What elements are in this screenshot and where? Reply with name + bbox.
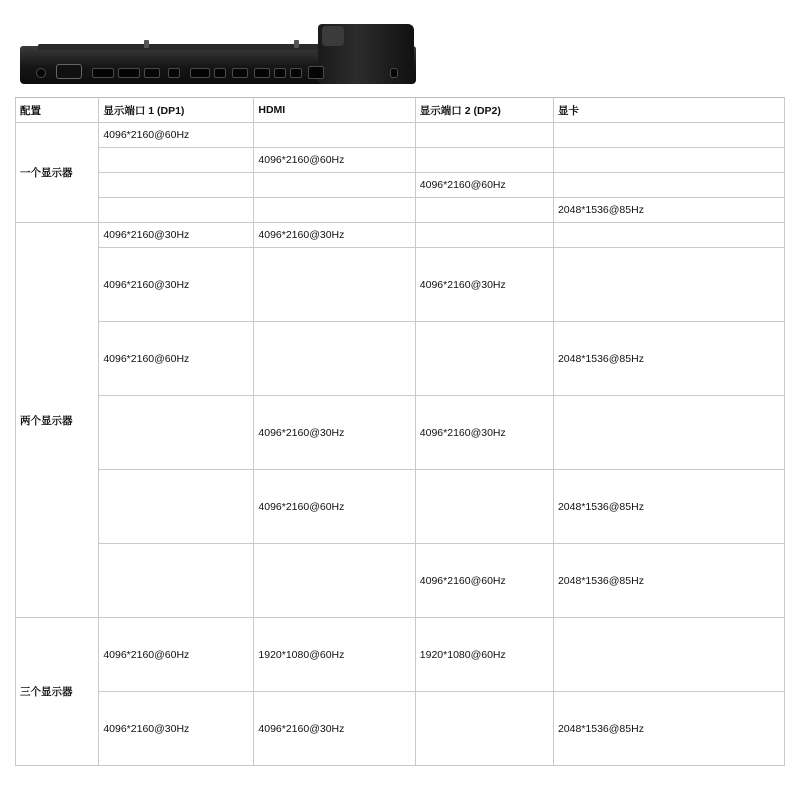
hdmi-port-icon	[118, 68, 140, 78]
table-cell: 2048*1536@85Hz	[553, 470, 784, 544]
table-cell: 4096*2160@30Hz	[254, 223, 415, 248]
table-cell	[99, 173, 254, 198]
table-row	[16, 198, 785, 223]
table-cell: 4096*2160@30Hz	[415, 396, 553, 470]
table-cell: 4096*2160@60Hz	[99, 123, 254, 148]
table-cell	[99, 396, 254, 470]
dock-latch	[144, 40, 149, 48]
table-cell	[99, 544, 254, 618]
table-cell: 2048*1536@85Hz	[553, 198, 784, 223]
table-cell: 2048*1536@85Hz	[553, 322, 784, 396]
table-cell: 4096*2160@60Hz	[99, 322, 254, 396]
table-cell	[254, 198, 415, 223]
displayport-icon	[190, 68, 210, 78]
table-row	[16, 470, 785, 544]
vga-port-icon	[56, 64, 82, 79]
table-cell	[553, 123, 784, 148]
table-cell	[415, 692, 553, 766]
table-cell	[99, 148, 254, 173]
table-cell: 1920*1080@60Hz	[254, 618, 415, 692]
table-row	[16, 248, 785, 322]
header-dp1: 显示端口 1 (DP1)	[99, 98, 254, 123]
lock-slot-icon	[390, 68, 398, 78]
usb-port-icon	[232, 68, 248, 78]
table-cell	[553, 396, 784, 470]
table-cell: 4096*2160@60Hz	[415, 544, 553, 618]
displayport-icon	[92, 68, 114, 78]
table-cell	[254, 173, 415, 198]
dock-tower-cap	[322, 26, 344, 46]
usb-port-icon	[254, 68, 270, 78]
table-header-row	[16, 98, 785, 123]
table-cell: 2048*1536@85Hz	[553, 692, 784, 766]
usb-c-port-icon	[290, 68, 302, 78]
table-cell	[99, 470, 254, 544]
table-cell: 4096*2160@30Hz	[415, 248, 553, 322]
table-cell	[553, 223, 784, 248]
table-row	[16, 173, 785, 198]
table-cell: 4096*2160@60Hz	[254, 470, 415, 544]
table-cell: 4096*2160@30Hz	[254, 692, 415, 766]
usb-c-port-icon	[168, 68, 180, 78]
table-cell: 4096*2160@30Hz	[254, 396, 415, 470]
docking-station-image	[18, 24, 416, 86]
table-cell	[553, 248, 784, 322]
table-row	[16, 692, 785, 766]
header-dp2: 显示端口 2 (DP2)	[415, 98, 553, 123]
table-row	[16, 123, 785, 148]
table-row	[16, 322, 785, 396]
table-cell	[415, 148, 553, 173]
table-cell	[415, 322, 553, 396]
header-config: 配置	[16, 98, 99, 123]
dock-latch	[294, 40, 299, 48]
ethernet-port-icon	[308, 66, 324, 79]
table-cell	[415, 198, 553, 223]
usb-c-port-icon	[274, 68, 286, 78]
group-label-three-displays: 三个显示器	[16, 618, 99, 766]
group-label-two-displays: 两个显示器	[16, 223, 99, 618]
group-label-one-display: 一个显示器	[16, 123, 99, 223]
table-cell: 4096*2160@30Hz	[99, 692, 254, 766]
table-cell: 2048*1536@85Hz	[553, 544, 784, 618]
table-cell	[254, 322, 415, 396]
table-row	[16, 618, 785, 692]
header-graphics: 显卡	[553, 98, 784, 123]
table-cell: 4096*2160@60Hz	[99, 618, 254, 692]
table-cell: 4096*2160@60Hz	[254, 148, 415, 173]
table-cell	[553, 173, 784, 198]
table-cell	[415, 470, 553, 544]
table-cell	[254, 544, 415, 618]
table-cell: 4096*2160@60Hz	[415, 173, 553, 198]
display-configuration-table	[15, 97, 785, 766]
dock-top-edge	[38, 44, 338, 50]
table-cell	[415, 123, 553, 148]
table-row	[16, 544, 785, 618]
table-cell	[553, 148, 784, 173]
table-row	[16, 148, 785, 173]
table-cell	[553, 618, 784, 692]
table-cell	[415, 223, 553, 248]
table-cell: 4096*2160@30Hz	[99, 223, 254, 248]
usb-port-icon	[144, 68, 160, 78]
usb-port-icon	[214, 68, 226, 78]
table-row	[16, 396, 785, 470]
table-cell	[99, 198, 254, 223]
header-hdmi: HDMI	[254, 98, 415, 123]
table-row	[16, 223, 785, 248]
table-cell	[254, 123, 415, 148]
power-port-icon	[36, 68, 46, 78]
table-cell: 1920*1080@60Hz	[415, 618, 553, 692]
table-cell	[254, 248, 415, 322]
table-cell: 4096*2160@30Hz	[99, 248, 254, 322]
